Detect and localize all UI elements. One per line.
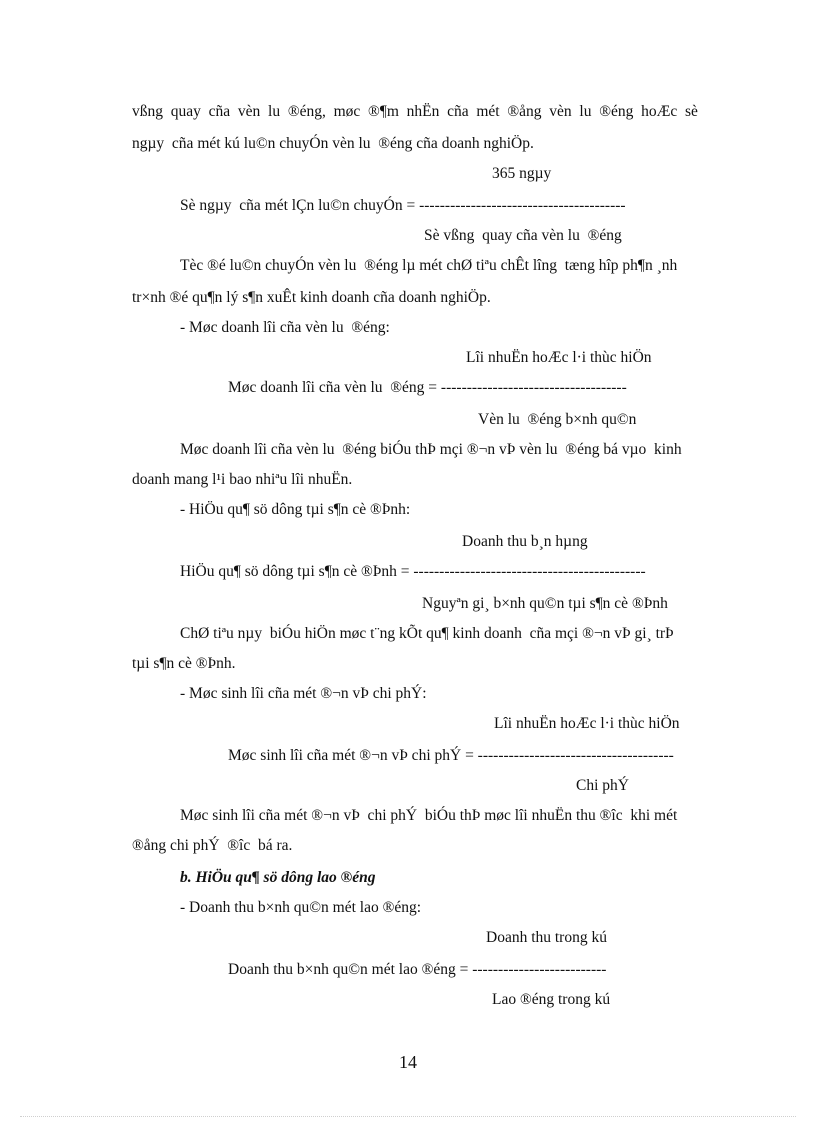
- section-item: - Doanh thu b×nh qu©n mét lao ®éng:: [180, 899, 422, 916]
- section-item: - HiÖu qu¶ sö dông tµi s¶n cè ®Þnh:: [180, 501, 411, 518]
- text-line: doanh mang l¹i bao nhiªu lîi nhuËn.: [132, 471, 353, 488]
- formula-denominator: Chi phÝ: [576, 777, 629, 794]
- formula-denominator: Sè vßng quay cña vèn lu ®éng: [424, 227, 622, 244]
- formula-line: Møc sinh lîi cña mét ®¬n vÞ chi phÝ = --------------------------------------: [228, 747, 674, 764]
- text-line: tr×nh ®é qu¶n lý s¶n xuÊt kinh doanh cña doanh nghiÖp.: [132, 289, 491, 306]
- section-item: - Møc doanh lîi cña vèn lu ®éng:: [180, 319, 390, 336]
- text-line: tµi s¶n cè ®Þnh.: [132, 655, 236, 672]
- text-line: Tèc ®é lu©n chuyÓn vèn lu ®éng lµ mét chØ tiªu chÊt lîng tæng hîp ph¶n ¸nh: [180, 257, 678, 274]
- formula-line: HiÖu qu¶ sö dông tµi s¶n cè ®Þnh = ---------------------------------------------: [180, 563, 646, 580]
- page-bottom-divider: [20, 1116, 796, 1117]
- text-line: Møc sinh lîi cña mét ®¬n vÞ chi phÝ biÓu thÞ møc lîi nhuËn thu ®îc khi mét: [180, 807, 678, 824]
- formula-numerator: Doanh thu trong kú: [486, 929, 607, 946]
- formula-numerator: Doanh thu b¸n hµng: [462, 533, 588, 550]
- formula-line: Møc doanh lîi cña vèn lu ®éng = ------------------------------------: [228, 379, 627, 396]
- formula-denominator: Vèn lu ®éng b×nh qu©n: [478, 411, 637, 428]
- formula-line: Sè ngµy cña mét lÇn lu©n chuyÓn = ----------------------------------------: [180, 197, 626, 214]
- formula-denominator: Lao ®éng trong kú: [492, 991, 611, 1008]
- text-line: Møc doanh lîi cña vèn lu ®éng biÓu thÞ mçi ®¬n vÞ vèn lu ®éng bá vµo kinh: [180, 441, 682, 458]
- formula-line: Doanh thu b×nh qu©n mét lao ®éng = --------------------------: [228, 961, 607, 978]
- formula-numerator: Lîi nhuËn hoÆc l·i thùc hiÖn: [494, 715, 680, 732]
- text-line: ®ång chi phÝ ®îc bá ra.: [132, 837, 293, 854]
- section-item: - Møc sinh lîi cña mét ®¬n vÞ chi phÝ:: [180, 685, 427, 702]
- section-heading: b. HiÖu qu¶ sö dông lao ®éng: [180, 869, 376, 886]
- formula-numerator: 365 ngµy: [492, 165, 552, 182]
- text-line: ChØ tiªu nµy biÓu hiÖn møc t¨ng kÕt qu¶ kinh doanh cña mçi ®¬n vÞ gi¸ trÞ: [180, 625, 674, 642]
- formula-numerator: Lîi nhuËn hoÆc l·i thùc hiÖn: [466, 349, 652, 366]
- text-line: ngµy cña mét kú lu©n chuyÓn vèn lu ®éng cña doanh nghiÖp.: [132, 135, 534, 152]
- page-number: 14: [399, 1052, 417, 1072]
- formula-denominator: Nguyªn gi¸ b×nh qu©n tµi s¶n cè ®Þnh: [422, 595, 668, 612]
- text-line: vßng quay cña vèn lu ®éng, møc ®¶m nhËn cña mét ®ång vèn lu ®éng hoÆc sè: [132, 103, 698, 120]
